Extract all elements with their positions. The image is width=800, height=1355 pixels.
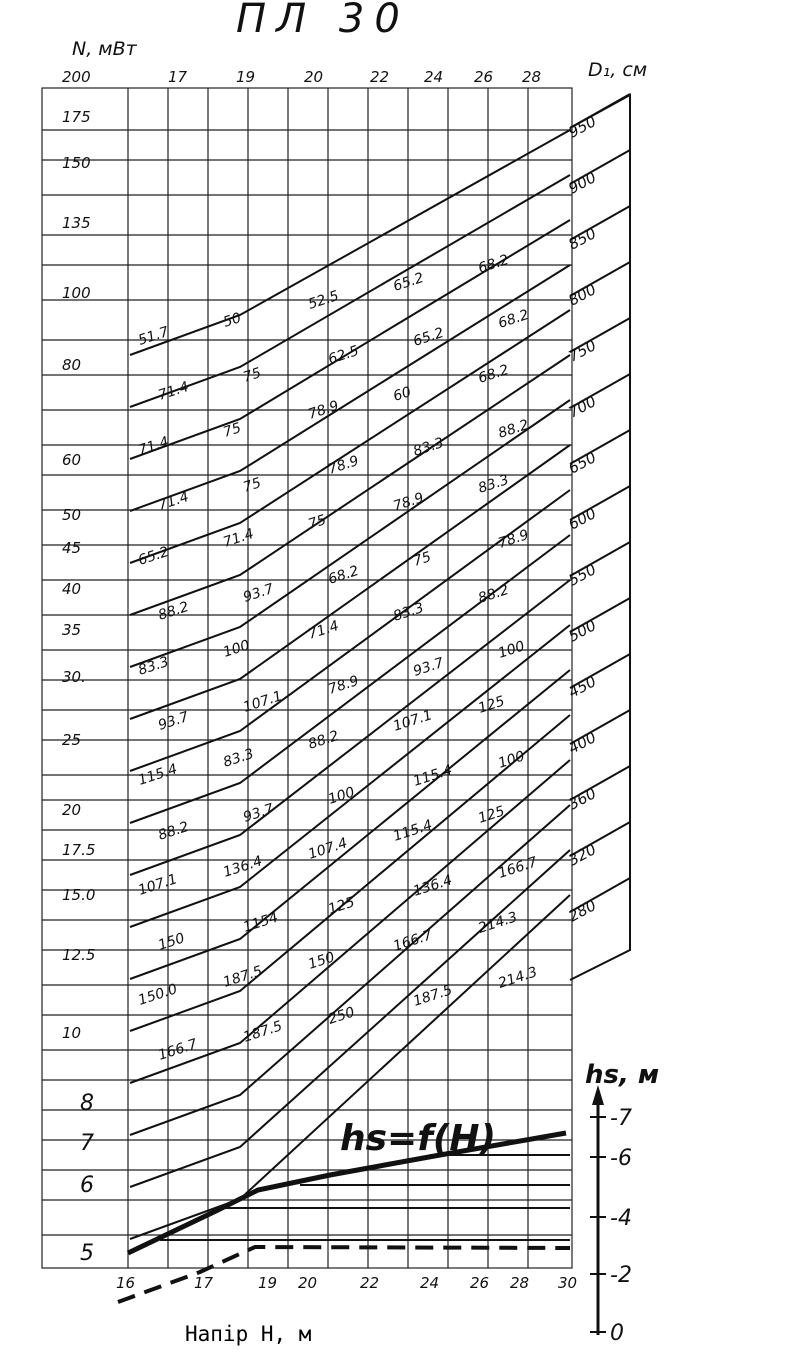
power-tick-label: 8 [80,1091,94,1116]
diameter-band-label: 550 [565,560,600,590]
diameter-band-label: 950 [565,112,600,142]
efficiency-label: 214.3 [496,964,540,992]
efficiency-label: 88.2 [156,818,191,844]
power-tick-label: 7 [80,1131,94,1156]
efficiency-label: 71.4 [156,378,191,404]
power-tick-label: 5 [80,1241,94,1266]
efficiency-label: 115.4 [136,761,180,789]
diameter-band-label: 850 [565,224,600,254]
efficiency-label: 125 [326,894,357,918]
diameter-band-line [130,670,570,979]
efficiency-label: 115.4 [411,762,455,790]
efficiency-label: 75 [241,365,264,386]
diameter-band-line [130,895,570,1239]
power-tick-label: 60 [62,451,82,469]
efficiency-label: 75 [411,549,434,570]
efficiency-label: 93.7 [156,708,191,734]
diameter-axis-label: D₁, см [588,59,648,81]
diameter-band-label: 900 [565,168,600,198]
efficiency-label: 100 [496,748,527,772]
efficiency-label: 71.4 [136,433,171,459]
power-tick-label: 150 [62,154,91,172]
efficiency-label: 52.5 [306,287,341,313]
efficiency-label: 78.9 [326,672,361,698]
efficiency-label: 60 [391,384,414,405]
power-tick-label: 35 [62,621,82,639]
head-tick-label: 19 [258,1274,278,1292]
diameter-band-label: 650 [565,448,600,478]
head-tick-label: 30 [558,1274,578,1292]
efficiency-label: 187.5 [411,982,455,1010]
efficiency-label: 107.4 [306,835,350,863]
hs-tick-label: -6 [610,1146,632,1171]
efficiency-label: 125 [476,693,507,717]
diameter-band-label: 500 [565,616,600,646]
efficiency-label: 166.7 [496,854,540,882]
hs-axis-ticks [590,1106,632,1346]
efficiency-label: 93.7 [241,580,276,606]
diameter-band-labels [565,112,599,925]
head-tick-label: 28 [510,1274,530,1292]
power-tick-label: 20 [62,801,82,819]
efficiency-label: 250 [326,1004,357,1028]
efficiency-label: 78.9 [496,526,531,552]
power-axis-ticks [62,68,95,1266]
diameter-axis-ticks [168,68,541,86]
power-tick-label: 100 [62,284,91,302]
efficiency-label: 88.2 [476,581,511,607]
power-tick-label: 30. [62,668,86,686]
diameter-tick-label: 26 [474,68,494,86]
power-tick-label: 200 [62,68,91,86]
diameter-tick-label: 17 [168,68,188,86]
efficiency-label: 187.5 [241,1018,285,1046]
efficiency-label: 71.4 [221,525,256,551]
efficiency-label: 100 [496,638,527,662]
efficiency-label: 68.2 [476,361,511,387]
efficiency-label: 83.3 [391,599,426,625]
hs-tick-label: -4 [610,1206,632,1231]
head-tick-label: 22 [360,1274,380,1292]
power-tick-label: 6 [80,1173,94,1198]
efficiency-label: 125 [476,803,507,827]
efficiency-label: 136.4 [221,853,265,881]
efficiency-label: 1154 [241,909,281,936]
efficiency-label: 150.0 [136,981,180,1009]
hs-tick-label: 0 [610,1321,624,1346]
power-tick-label: 80 [62,356,82,374]
efficiency-label: 88.2 [306,727,341,753]
diameter-band-label: 400 [565,728,600,758]
diameter-band-label: 600 [565,504,600,534]
efficiency-label: 65.2 [136,543,171,569]
hs-tick-label: -2 [610,1263,632,1288]
power-axis-label: N, мВт [72,38,137,60]
hs-axis-label: hs, м [585,1060,660,1090]
efficiency-label: 65.2 [411,324,446,350]
efficiency-label: 83.3 [476,471,511,497]
efficiency-label: 71.4 [156,488,191,514]
efficiency-label: 107.1 [391,707,435,735]
power-tick-label: 12.5 [62,946,96,964]
efficiency-label: 68.2 [326,562,361,588]
efficiency-label: 65.2 [391,269,426,295]
power-tick-label: 17.5 [62,841,96,859]
power-tick-label: 10 [62,1024,82,1042]
power-tick-label: 15.0 [62,886,96,904]
hs-curve-group [118,1060,659,1346]
head-axis-label: Напір H, м [185,1322,312,1346]
efficiency-label: 115.4 [391,817,435,845]
efficiency-label: 166.7 [156,1036,200,1064]
hs-curve-label: hs=f(H) [340,1118,496,1159]
diameter-band-label: 320 [565,840,600,870]
head-tick-label: 17 [194,1274,214,1292]
diameter-band-label: 450 [565,672,600,702]
efficiency-label: 83.3 [411,434,446,460]
efficiency-labels [136,252,539,1064]
efficiency-label: 88.2 [156,598,191,624]
power-tick-label: 40 [62,580,82,598]
power-tick-label: 50 [62,506,82,524]
efficiency-label: 83.3 [221,745,256,771]
head-tick-label: 24 [420,1274,440,1292]
efficiency-label: 78.9 [326,452,361,478]
diameter-band-label: 700 [565,392,600,422]
diameter-band-label: 800 [565,280,600,310]
diameter-tick-label: 22 [370,68,390,86]
power-tick-label: 175 [62,108,91,126]
power-tick-label: 135 [62,214,91,232]
diameter-tick-label: 19 [236,68,256,86]
diameter-band-line [130,580,570,875]
efficiency-label: 88.2 [496,416,531,442]
efficiency-label: 107.1 [136,871,180,899]
efficiency-label: 75 [221,420,244,441]
efficiency-label: 50 [221,310,244,331]
efficiency-label: 150 [156,930,187,954]
diameter-tick-label: 28 [522,68,542,86]
efficiency-label: 136.4 [411,872,455,900]
diameter-tick-label: 24 [424,68,444,86]
efficiency-label: 78.9 [306,397,341,423]
efficiency-label: 75 [241,475,264,496]
power-tick-label: 45 [62,539,82,557]
efficiency-label: 107.1 [241,688,285,716]
efficiency-label: 93.7 [411,654,446,680]
efficiency-label: 62.5 [326,342,361,368]
efficiency-label: 150 [306,949,337,973]
hs-tick-label: -7 [610,1106,632,1131]
diameter-band-label: 280 [565,896,600,926]
chart-title: ПЛ 30 [236,0,410,42]
diameter-tick-label: 20 [304,68,324,86]
efficiency-label: 93.7 [241,800,276,826]
efficiency-label: 51.7 [136,323,171,349]
efficiency-label: 100 [326,784,357,808]
head-tick-label: 16 [116,1274,136,1292]
efficiency-label: 68.2 [496,306,531,332]
efficiency-label: 71.4 [306,617,341,643]
power-tick-label: 25 [62,731,82,749]
head-tick-label: 20 [298,1274,318,1292]
diameter-band-label: 360 [565,784,600,814]
efficiency-label: 75 [306,512,329,533]
diameter-band-line [130,805,570,1135]
efficiency-label: 187.5 [221,963,265,991]
head-tick-label: 26 [470,1274,490,1292]
hs-dashed-line [118,1247,570,1302]
efficiency-label: 100 [221,637,252,661]
diameter-band-line [130,625,570,927]
efficiency-label: 83.3 [136,653,171,679]
efficiency-label: 166.7 [391,927,435,955]
efficiency-label: 214.3 [476,909,520,937]
efficiency-label: 78.9 [391,489,426,515]
diameter-band-label: 750 [565,336,600,366]
efficiency-label: 68.2 [476,251,511,277]
